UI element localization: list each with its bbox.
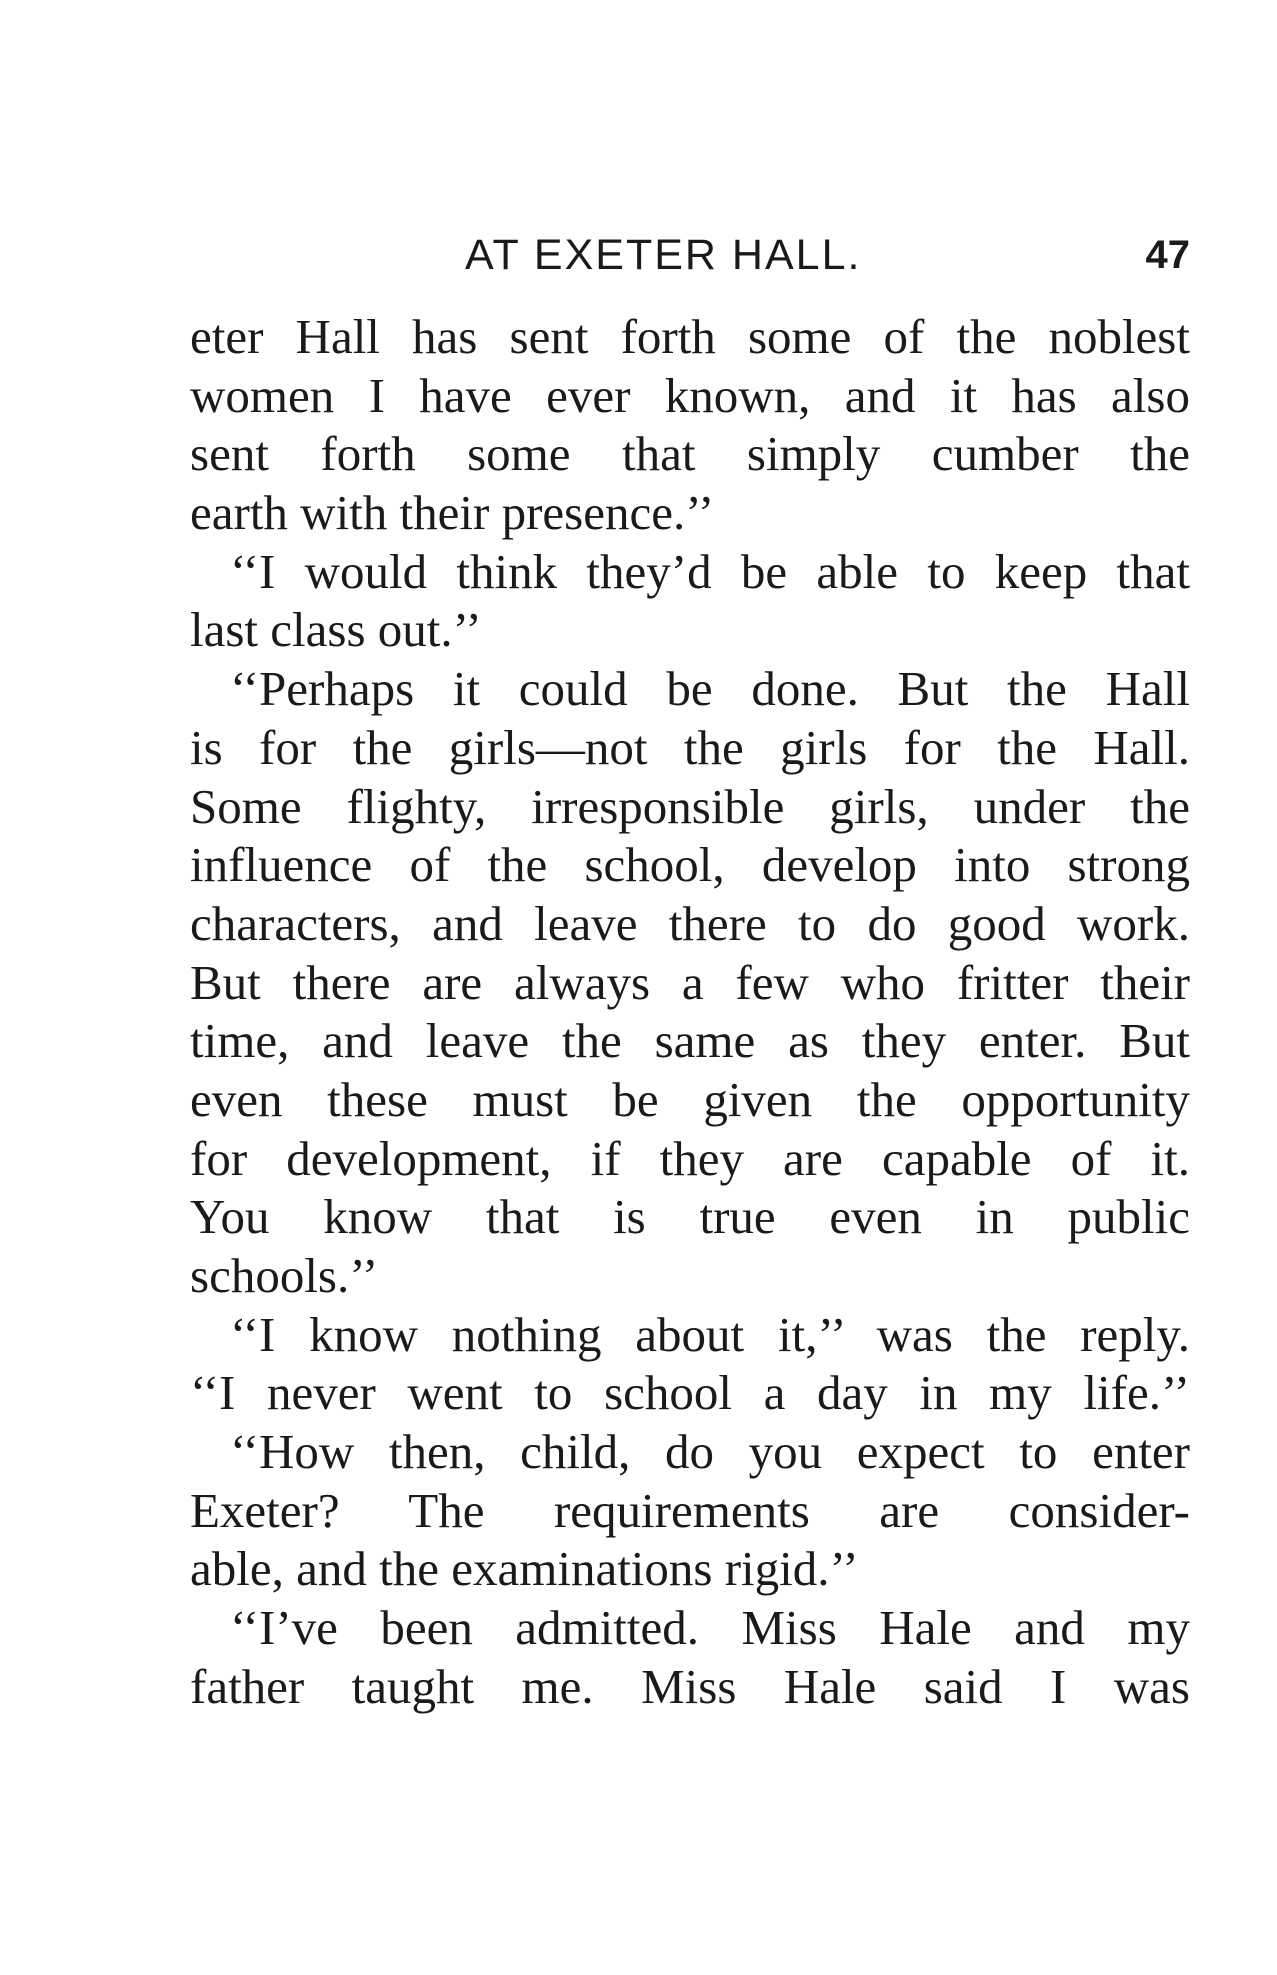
- text-line: women I have ever known, and it has also: [190, 367, 1190, 423]
- text-line: father taught me. Miss Hale said I was: [190, 1658, 1190, 1714]
- text-line: for development, if they are capable of it.: [190, 1130, 1190, 1186]
- text-line: You know that is true even in public: [190, 1189, 1190, 1245]
- page-number: 47: [1145, 233, 1190, 277]
- text-line: ‘‘Perhaps it could be done. But the Hall: [230, 661, 1190, 717]
- text-line: is for the girls—not the girls for the Hall.: [190, 719, 1190, 775]
- text-line: ‘‘I know nothing about it,’’ was the reply.: [230, 1306, 1190, 1362]
- text-line: even these must be given the opportunity: [190, 1071, 1190, 1127]
- text-line: last class out.’’: [190, 602, 482, 658]
- text-line: ‘‘I never went to school a day in my life.’’: [190, 1365, 1190, 1421]
- text-line: eter Hall has sent forth some of the noblest: [190, 309, 1190, 364]
- text-line: ‘‘I would think they’d be able to keep that: [230, 543, 1190, 599]
- text-line: Some flighty, irresponsible girls, under the: [190, 778, 1190, 834]
- text-line: Exeter? The requirements are consider-: [190, 1482, 1190, 1538]
- text-line: influence of the school, develop into strong: [190, 837, 1190, 893]
- text-line: characters, and leave there to do good work.: [190, 895, 1190, 951]
- text-line: able, and the examinations rigid.’’: [190, 1541, 859, 1597]
- text-line: earth with their presence.’’: [190, 485, 715, 541]
- running-head: [190, 225, 1190, 285]
- text-line: But there are always a few who fritter their: [190, 954, 1190, 1010]
- text-line: ‘‘I’ve been admitted. Miss Hale and my: [230, 1600, 1190, 1656]
- text-line: schools.’’: [190, 1248, 379, 1303]
- text-line: time, and leave the same as they enter. But: [190, 1013, 1190, 1069]
- text-line: ‘‘How then, child, do you expect to enter: [230, 1424, 1190, 1480]
- text-line: sent forth some that simply cumber the: [190, 426, 1190, 482]
- running-title: AT EXETER HALL.: [465, 231, 862, 279]
- body-text: [190, 308, 1190, 1717]
